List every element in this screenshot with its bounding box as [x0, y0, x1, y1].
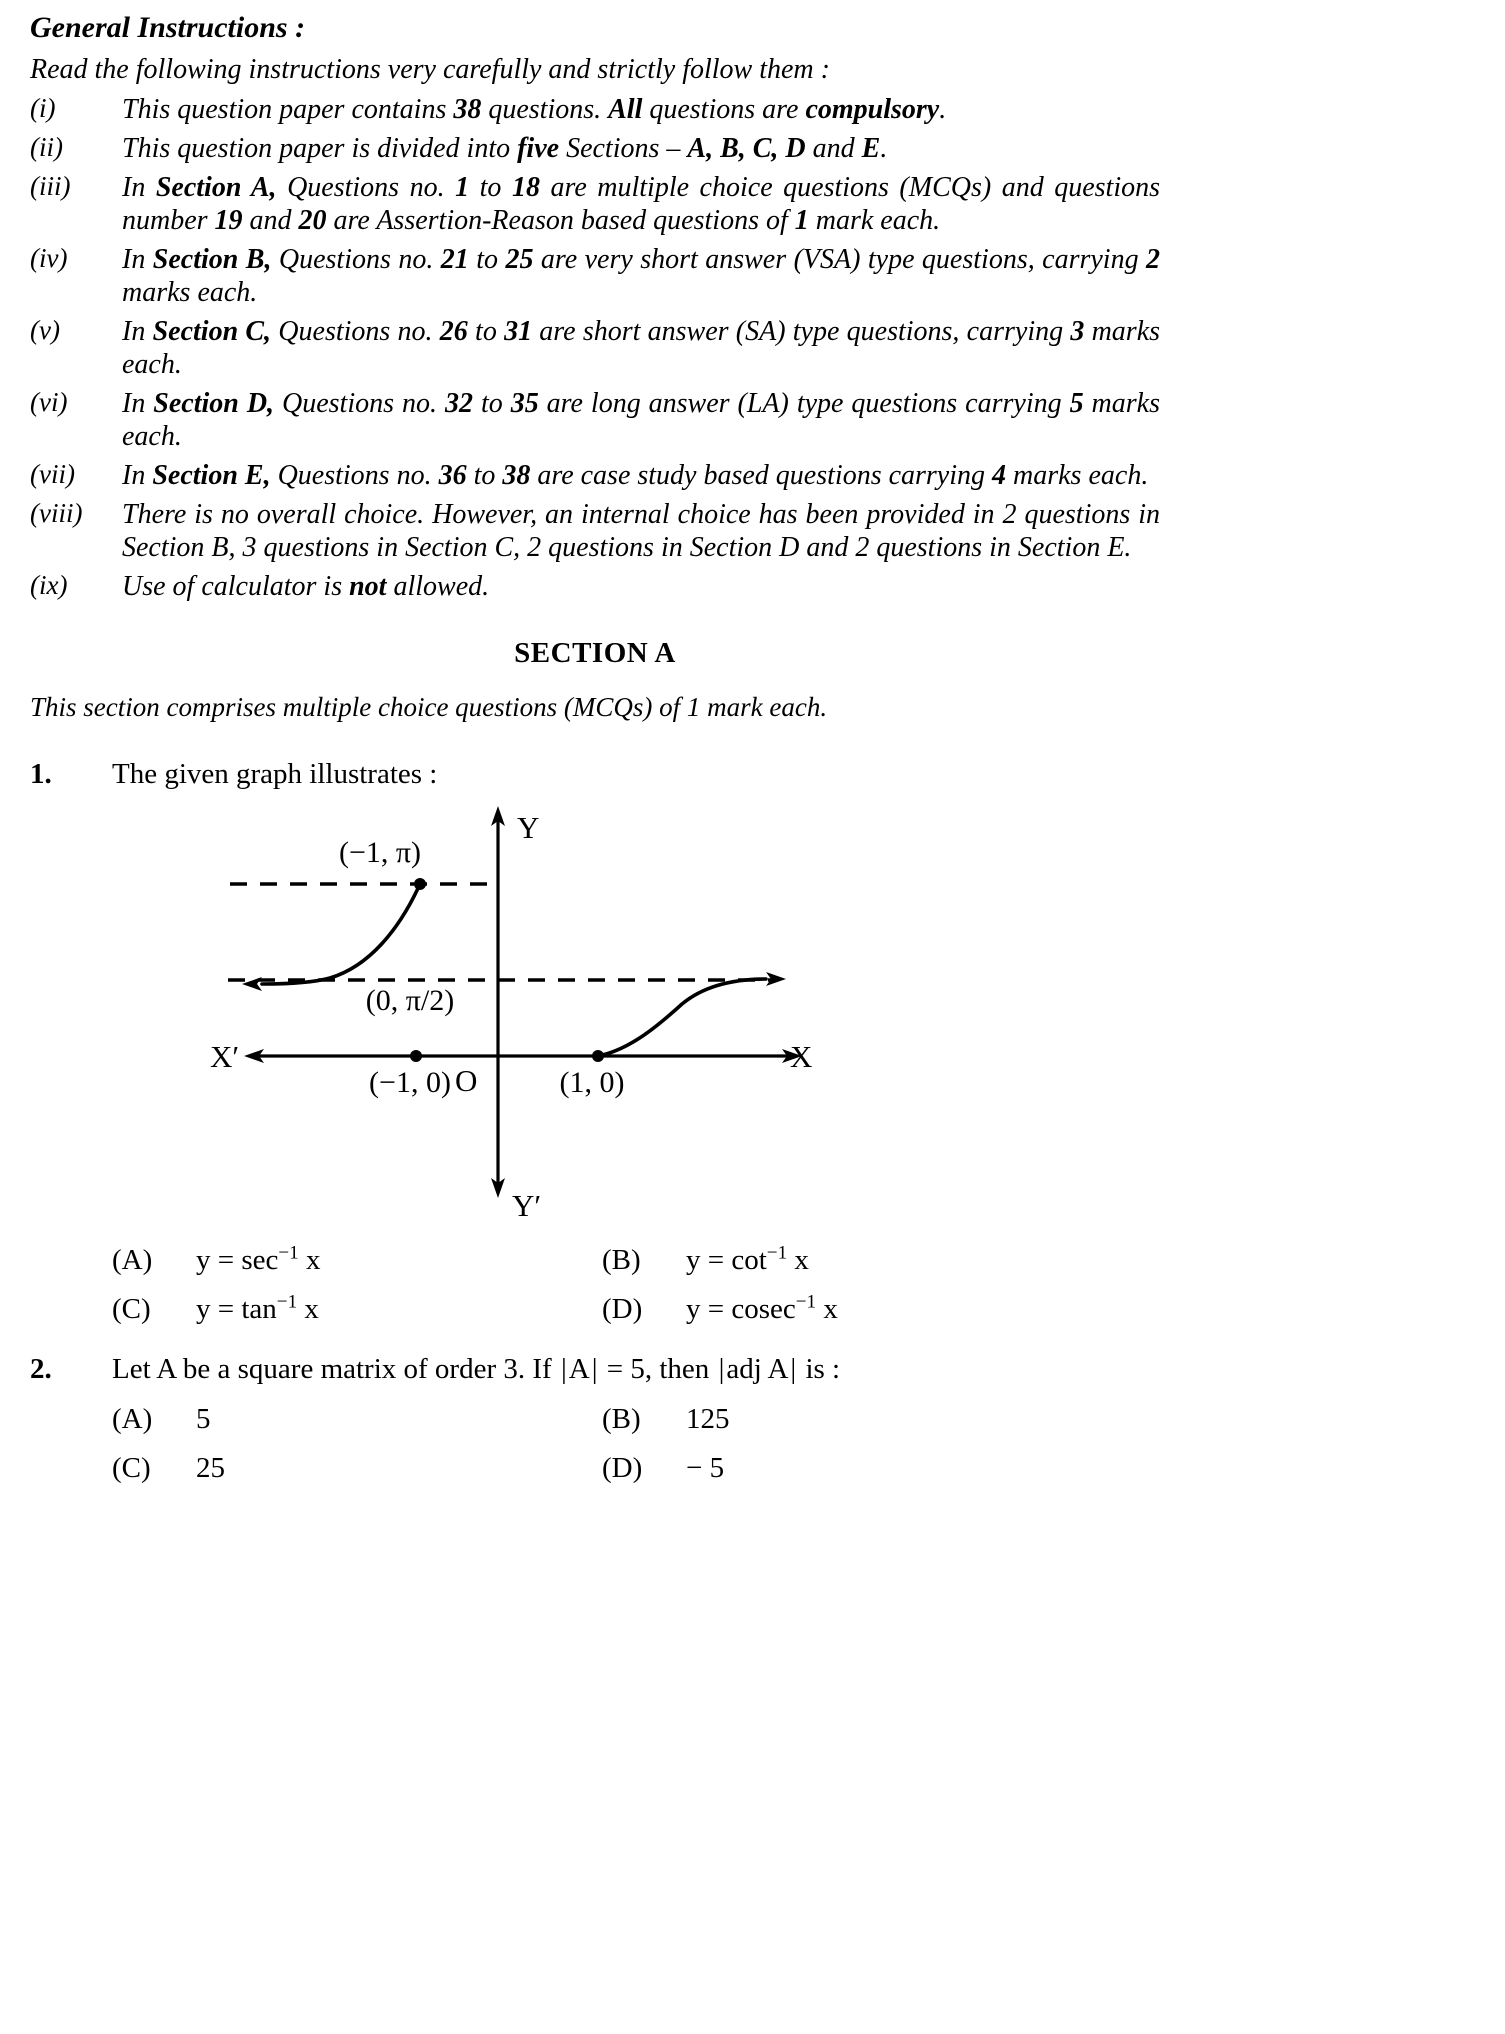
curve-left-branch: [262, 884, 420, 984]
instruction-item: [30, 132, 1160, 165]
annotation-1-0: (1, 0): [559, 1066, 625, 1100]
question-1-option-a[interactable]: [112, 1244, 602, 1277]
question-2-options-row-2: [112, 1452, 1160, 1485]
section-a-subheading: This section comprises multiple choice questions (MCQs) of 1 mark each.: [30, 692, 828, 723]
option-a-label: (A): [112, 1244, 153, 1277]
axis-label-y: Y: [517, 810, 540, 846]
instruction-item-text: This question paper contains 38 questions. All questions are compulsory.: [122, 93, 947, 125]
instruction-item-number: (i): [30, 92, 56, 123]
axis-label-origin: O: [455, 1063, 478, 1099]
q2-option-a-value: 5: [196, 1402, 211, 1435]
instruction-item: [30, 315, 1160, 381]
instruction-item-text: Use of calculator is not allowed.: [122, 571, 490, 603]
option-d-label: (D): [602, 1293, 643, 1326]
question-1-number: 1.: [30, 758, 52, 791]
general-instructions-list: [30, 93, 1160, 603]
instruction-item-number: (v): [30, 315, 60, 346]
instruction-item: [30, 243, 1160, 309]
instruction-item-text: There is no overall choice. However, an internal choice has been provided in 2 questions in Section B, 3 questions in Section C, 2 questions in Section D and 2 questions in Section E.: [122, 499, 1160, 564]
option-b-label: (B): [602, 1244, 641, 1277]
instruction-item-text: This question paper is divided into five Sections – A, B, C, D and E.: [122, 132, 888, 164]
question-2-text: Let A be a square matrix of order 3. If |A| = 5, then |adj A| is :: [112, 1353, 841, 1386]
instruction-item-number: (ii): [30, 131, 63, 162]
axis-label-y-prime: Y′: [512, 1188, 542, 1224]
q2-option-b-label: (B): [602, 1402, 641, 1435]
question-2-number: 2.: [30, 1353, 52, 1386]
instruction-item-number: (vi): [30, 387, 68, 418]
instruction-item: [30, 459, 1160, 492]
annotation-minus1-0: (−1, 0): [369, 1066, 451, 1100]
axis-label-x-prime: X′: [210, 1039, 240, 1075]
section-a-heading: SECTION A: [514, 637, 676, 670]
question-2-option-a[interactable]: [112, 1403, 602, 1436]
instruction-item-number: (iii): [30, 170, 71, 201]
instruction-item: [30, 498, 1160, 564]
page-content: [30, 12, 1160, 1485]
question-2: [30, 1352, 1160, 1387]
question-1: [30, 757, 1160, 792]
inverse-trig-graph: [30, 798, 1160, 1228]
instruction-item: [30, 387, 1160, 453]
question-1-options-row-1: [112, 1244, 1160, 1277]
question-1-options-row-2: [112, 1293, 1160, 1326]
point-minus1-pi: [414, 878, 426, 890]
q2-option-d-value: − 5: [686, 1451, 725, 1484]
option-c-value: $y = \tan^{-1} x$: [196, 1291, 319, 1326]
point-1-0: [592, 1050, 604, 1062]
option-c-label: (C): [112, 1293, 151, 1326]
question-2-option-c[interactable]: [112, 1452, 602, 1485]
q2-option-d-label: (D): [602, 1451, 643, 1484]
instruction-item-number: (viii): [30, 498, 83, 529]
curve-right-branch: [598, 979, 766, 1056]
instruction-item-text: In Section C, Questions no. 26 to 31 are short answer (SA) type questions, carrying 3 marks each.: [122, 316, 1161, 381]
annotation-0-pi-over-2: (0, π/2): [365, 984, 455, 1018]
question-1-option-c[interactable]: [112, 1293, 602, 1326]
instruction-item: [30, 570, 1160, 603]
axis-label-x: X: [790, 1039, 813, 1075]
instruction-item-text: In Section B, Questions no. 21 to 25 are very short answer (VSA) type questions, carrying 2 marks each.: [122, 243, 1161, 309]
annotation-minus1-pi: (−1, π): [338, 836, 422, 870]
option-a-value: $y = \sec^{-1} x$: [196, 1242, 321, 1277]
question-1-option-b[interactable]: [602, 1244, 1092, 1277]
option-d-value: y = cosec$^{-1}$ x: [686, 1291, 838, 1326]
question-1-text: The given graph illustrates :: [112, 758, 438, 791]
general-instructions-title: General Instructions :: [30, 11, 306, 44]
instruction-item-text: In Section A, Questions no. 1 to 18 are multiple choice questions (MCQs) and questions number 19 and 20 are Assertion-Reason based questions of 1 mark each.: [122, 171, 1161, 236]
q2-option-c-label: (C): [112, 1451, 151, 1484]
instruction-item: [30, 93, 1160, 126]
instruction-item-text: In Section D, Questions no. 32 to 35 are long answer (LA) type questions carrying 5 marks each.: [122, 388, 1160, 453]
general-instructions-lead: Read the following instructions very carefully and strictly follow them :: [30, 53, 830, 85]
instruction-item-text: In Section E, Questions no. 36 to 38 are case study based questions carrying 4 marks each.: [122, 460, 1149, 492]
option-b-value: $y = \cot^{-1} x$: [686, 1242, 809, 1277]
point-minus1-0: [410, 1050, 422, 1062]
instruction-item-number: (vii): [30, 459, 75, 490]
q2-option-c-value: 25: [196, 1451, 225, 1484]
question-1-graph-figure: [30, 798, 1160, 1228]
question-2-option-d[interactable]: [602, 1452, 1092, 1485]
q2-option-a-label: (A): [112, 1402, 153, 1435]
question-2-option-b[interactable]: [602, 1403, 1092, 1436]
instruction-item-number: (ix): [30, 570, 68, 601]
question-1-option-d[interactable]: [602, 1293, 1092, 1326]
question-2-options-row-1: [112, 1403, 1160, 1436]
instruction-item-number: (iv): [30, 242, 68, 273]
q2-option-b-value: 125: [686, 1402, 730, 1435]
instruction-item: [30, 171, 1160, 237]
